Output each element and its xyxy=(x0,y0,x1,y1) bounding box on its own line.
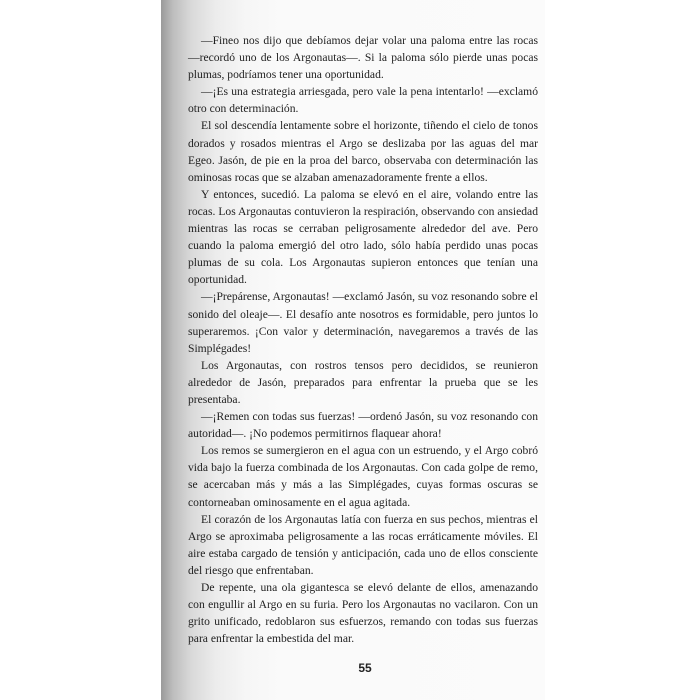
paragraph: —¡Prepárense, Argonautas! —exclamó Jasón, su voz resonando sobre el sonido del oleaje—. El desafío ante nosotros es formidable, pero juntos lo superaremos. ¡Con valor y determinación, navegaremos a través de las Simplégades! xyxy=(188,290,538,355)
paragraph: De repente, una ola gigantesca se elevó delante de ellos, amenazando con engullir al Argo en su furia. Pero los Argonautas no vacilaron. Con un grito unificado, redoblaron sus esfuerzos, remando con todas sus fuerzas para enfrentar la embestida del mar. xyxy=(188,581,538,646)
paragraph: —¡Es una estrategia arriesgada, pero vale la pena intentarlo! —exclamó otro con determinación. xyxy=(188,85,538,116)
paragraph: Los Argonautas, con rostros tensos pero decididos, se reunieron alrededor de Jasón, preparados para enfrentar la prueba que se les presentaba. xyxy=(188,358,538,406)
paragraph: El sol descendía lentamente sobre el horizonte, tiñendo el cielo de tonos dorados y rosados mientras el Argo se deslizaba por las aguas del mar Egeo. Jasón, de pie en la proa del barco, observaba con determinación las ominosas rocas que se alzaban amenazadoramente frente a ellos. xyxy=(188,119,538,184)
paragraph: Y entonces, sucedió. La paloma se elevó en el aire, volando entre las rocas. Los Argonautas contuvieron la respiración, observando con ansiedad mientras las rocas se cerraban peligrosamente alrededor del ave. Pero cuando la paloma emergió del otro lado, sólo había perdido unas pocas plumas de su cola. Los Argonautas supieron entonces que tenían una oportunidad. xyxy=(188,187,538,287)
page-number: 55 xyxy=(358,661,372,675)
paragraph: Los remos se sumergieron en el agua con un estruendo, y el Argo cobró vida bajo la fuerza combinada de los Argonautas. Con cada golpe de remo, se acercaban más y más a las Simplégades, cuyas formas oscuras se contorneaban ominosamente en el agua agitada. xyxy=(188,444,538,509)
paragraph: —Fineo nos dijo que debíamos dejar volar una paloma entre las rocas —recordó uno de los Argonautas—. Si la paloma sólo pierde unas pocas plumas, podríamos tener una oportunidad. xyxy=(188,34,538,82)
paragraph: —¡Remen con todas sus fuerzas! —ordenó Jasón, su voz resonando con autoridad—. ¡No podemos permitirnos flaquear ahora! xyxy=(188,410,538,441)
paragraph: El corazón de los Argonautas latía con fuerza en sus pechos, mientras el Argo se aproximaba peligrosamente a las rocas erráticamente móviles. El aire estaba cargado de tensión y anticipación, cada uno de ellos consciente del riesgo que enfrentaban. xyxy=(188,512,538,577)
page-body-text xyxy=(188,32,538,647)
